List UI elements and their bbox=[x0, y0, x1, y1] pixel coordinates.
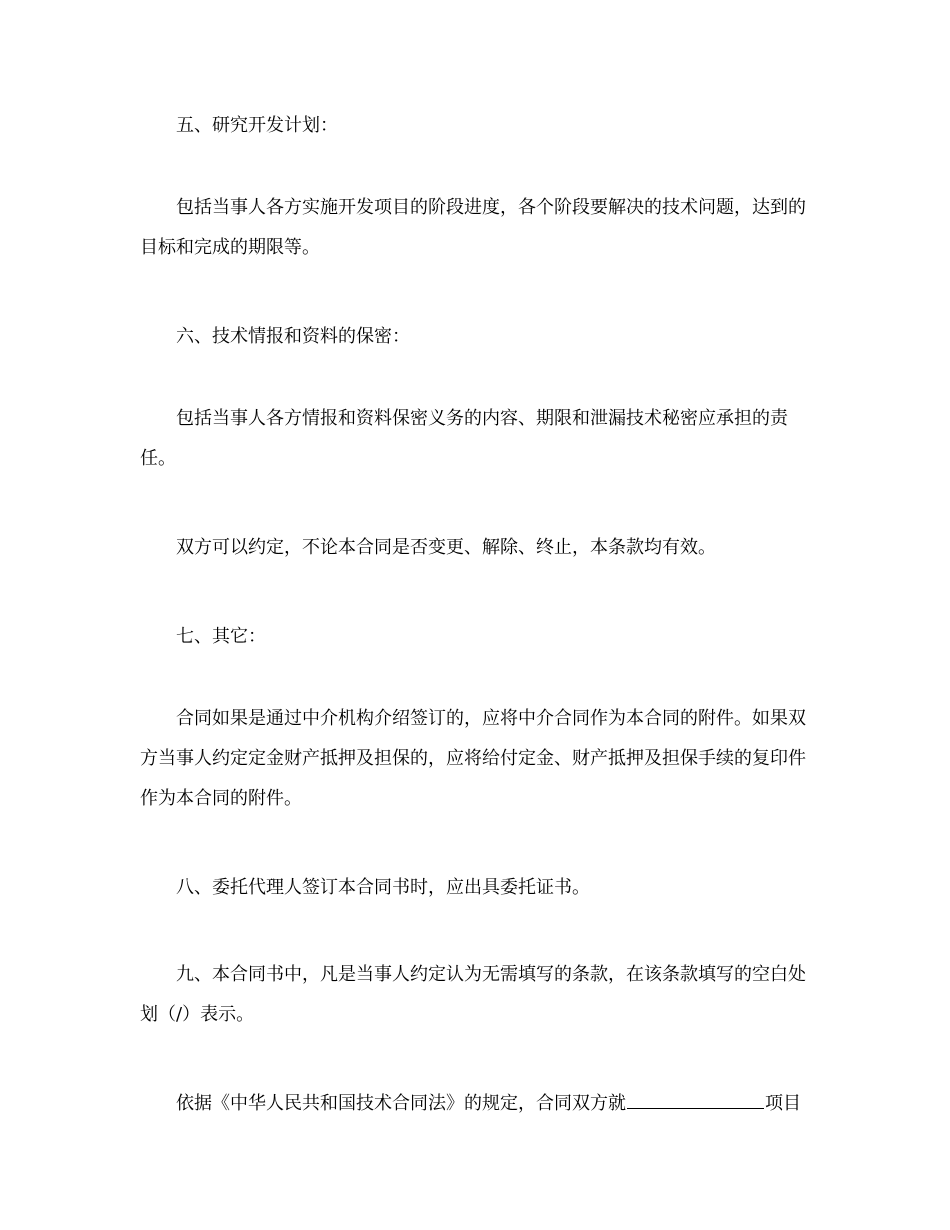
section-seven-heading: 七、其它： bbox=[176, 626, 266, 647]
section-six-note: 双方可以约定，不论本合同是否变更、解除、终止，本条款均有效。 bbox=[176, 537, 716, 558]
contract-basis-paragraph bbox=[140, 1084, 812, 1124]
contract-basis-suffix: 项目 bbox=[765, 1093, 801, 1114]
project-name-blank bbox=[627, 1088, 764, 1109]
section-five-heading: 五、研究开发计划： bbox=[176, 115, 338, 136]
section-six-body: 包括当事人各方情报和资料保密义务的内容、期限和泄漏技术秘密应承担的责任。 bbox=[140, 408, 788, 469]
section-eight: 八、委托代理人签订本合同书时，应出具委托证书。 bbox=[176, 877, 590, 898]
section-six-heading: 六、技术情报和资料的保密： bbox=[176, 326, 410, 347]
contract-basis-text: 依据《中华人民共和国技术合同法》的规定，合同双方就 bbox=[176, 1093, 626, 1114]
section-five-body: 包括当事人各方实施开发项目的阶段进度，各个阶段要解决的技术问题，达到的目标和完成的期限等。 bbox=[140, 197, 806, 258]
section-seven-body: 合同如果是通过中介机构介绍签订的，应将中介合同作为本合同的附件。如果双方当事人约定定金财产抵押及担保的，应将给付定金、财产抵押及担保手续的复印件作为本合同的附件。 bbox=[140, 708, 806, 809]
section-nine: 九、本合同书中，凡是当事人约定认为无需填写的条款，在该条款填写的空白处划（/）表示。 bbox=[140, 964, 806, 1025]
